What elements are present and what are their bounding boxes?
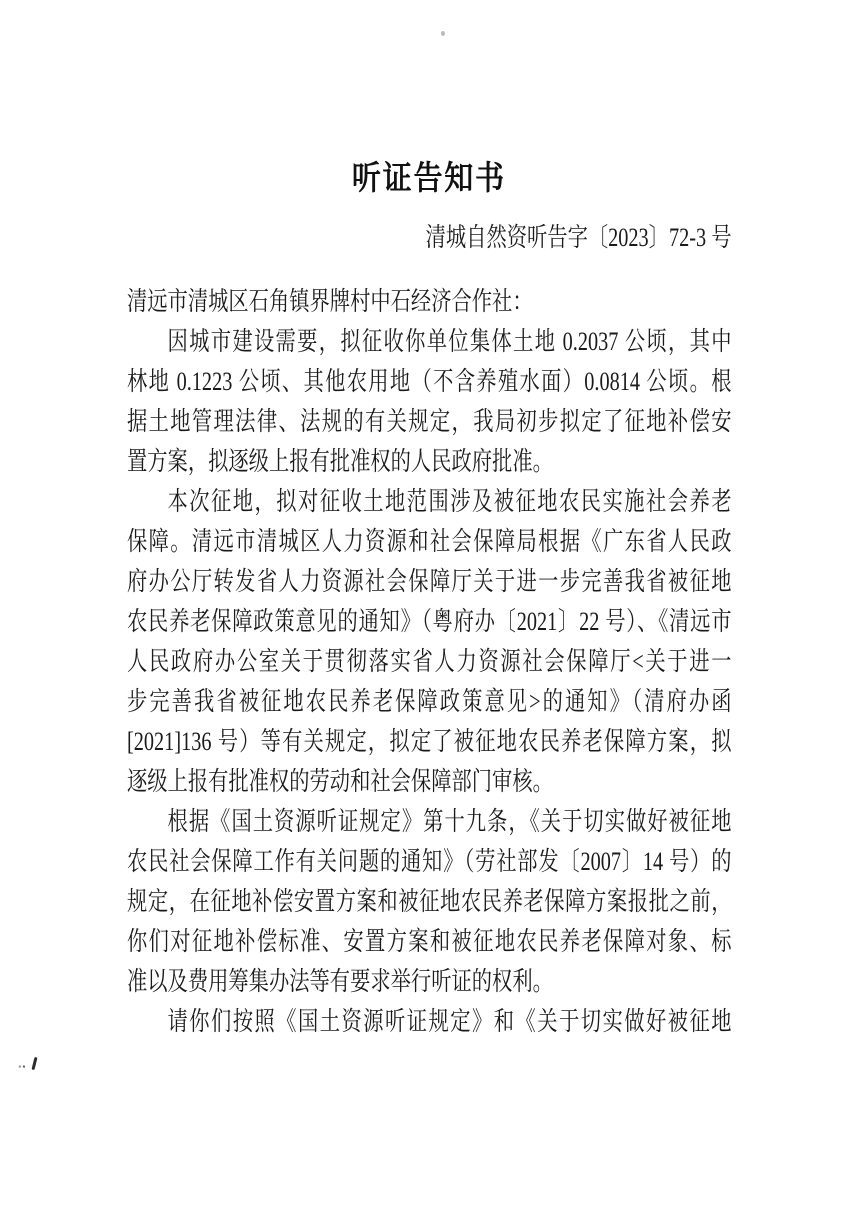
body-line: 准以及费用筹集办法等有要求举行听证的权利。 (127, 967, 553, 996)
body-line: 人民政府办公室关于贯彻落实省人力资源社会保障厅<关于进一 (127, 647, 732, 676)
body-line: 林地 0.1223 公顷、其他农用地（不含养殖水面）0.0814 公顷。根 (127, 367, 732, 396)
body-line: 保障。清远市清城区人力资源和社会保障局根据《广东省人民政 (127, 527, 732, 556)
body-line: 根据《国土资源听证规定》第十九条，《关于切实做好被征地 (167, 807, 732, 836)
body-line: 逐级上报有批准权的劳动和社会保障部门审核。 (127, 767, 553, 796)
scan-speck-bottom (31, 1057, 37, 1070)
body-line: 置方案，拟逐级上报有批准权的人民政府批准。 (127, 447, 553, 476)
body-line: 步完善我省被征地农民养老保障政策意见>的通知》（清府办函 (127, 687, 732, 716)
body-line: 府办公厅转发省人力资源社会保障厅关于进一步完善我省被征地 (127, 567, 732, 596)
body-line: 请你们按照《国土资源听证规定》和《关于切实做好被征地 (167, 1007, 732, 1036)
body-line: 因城市建设需要，拟征收你单位集体土地 0.2037 公顷，其中 (167, 327, 732, 356)
scan-speck-top (441, 31, 445, 36)
body-line: 清远市清城区石角镇界牌村中石经济合作社： (127, 287, 533, 316)
body-line: 本次征地，拟对征收土地范围涉及被征地农民实施社会养老 (167, 487, 732, 516)
body-line: [2021]136 号）等有关规定，拟定了被征地农民养老保障方案，拟 (127, 727, 732, 756)
body-line: 农民养老保障政策意见的通知》（粤府办〔2021〕22 号）、《清远市 (127, 607, 732, 636)
body-line: 农民社会保障工作有关问题的通知》（劳社部发〔2007〕14 号）的 (127, 847, 732, 876)
body-line: 你们对征地补偿标准、安置方案和被征地农民养老保障对象、标 (127, 927, 732, 956)
document-content (127, 160, 731, 1042)
document-title: 听证告知书 (351, 161, 506, 197)
document-body (127, 282, 731, 1042)
body-line: 据土地管理法律、法规的有关规定，我局初步拟定了征地补偿安 (127, 407, 732, 436)
document-number: 清城自然资听告字〔2023〕72-3 号 (425, 223, 732, 252)
body-line: 规定，在征地补偿安置方案和被征地农民养老保障方案报批之前， (127, 887, 732, 916)
